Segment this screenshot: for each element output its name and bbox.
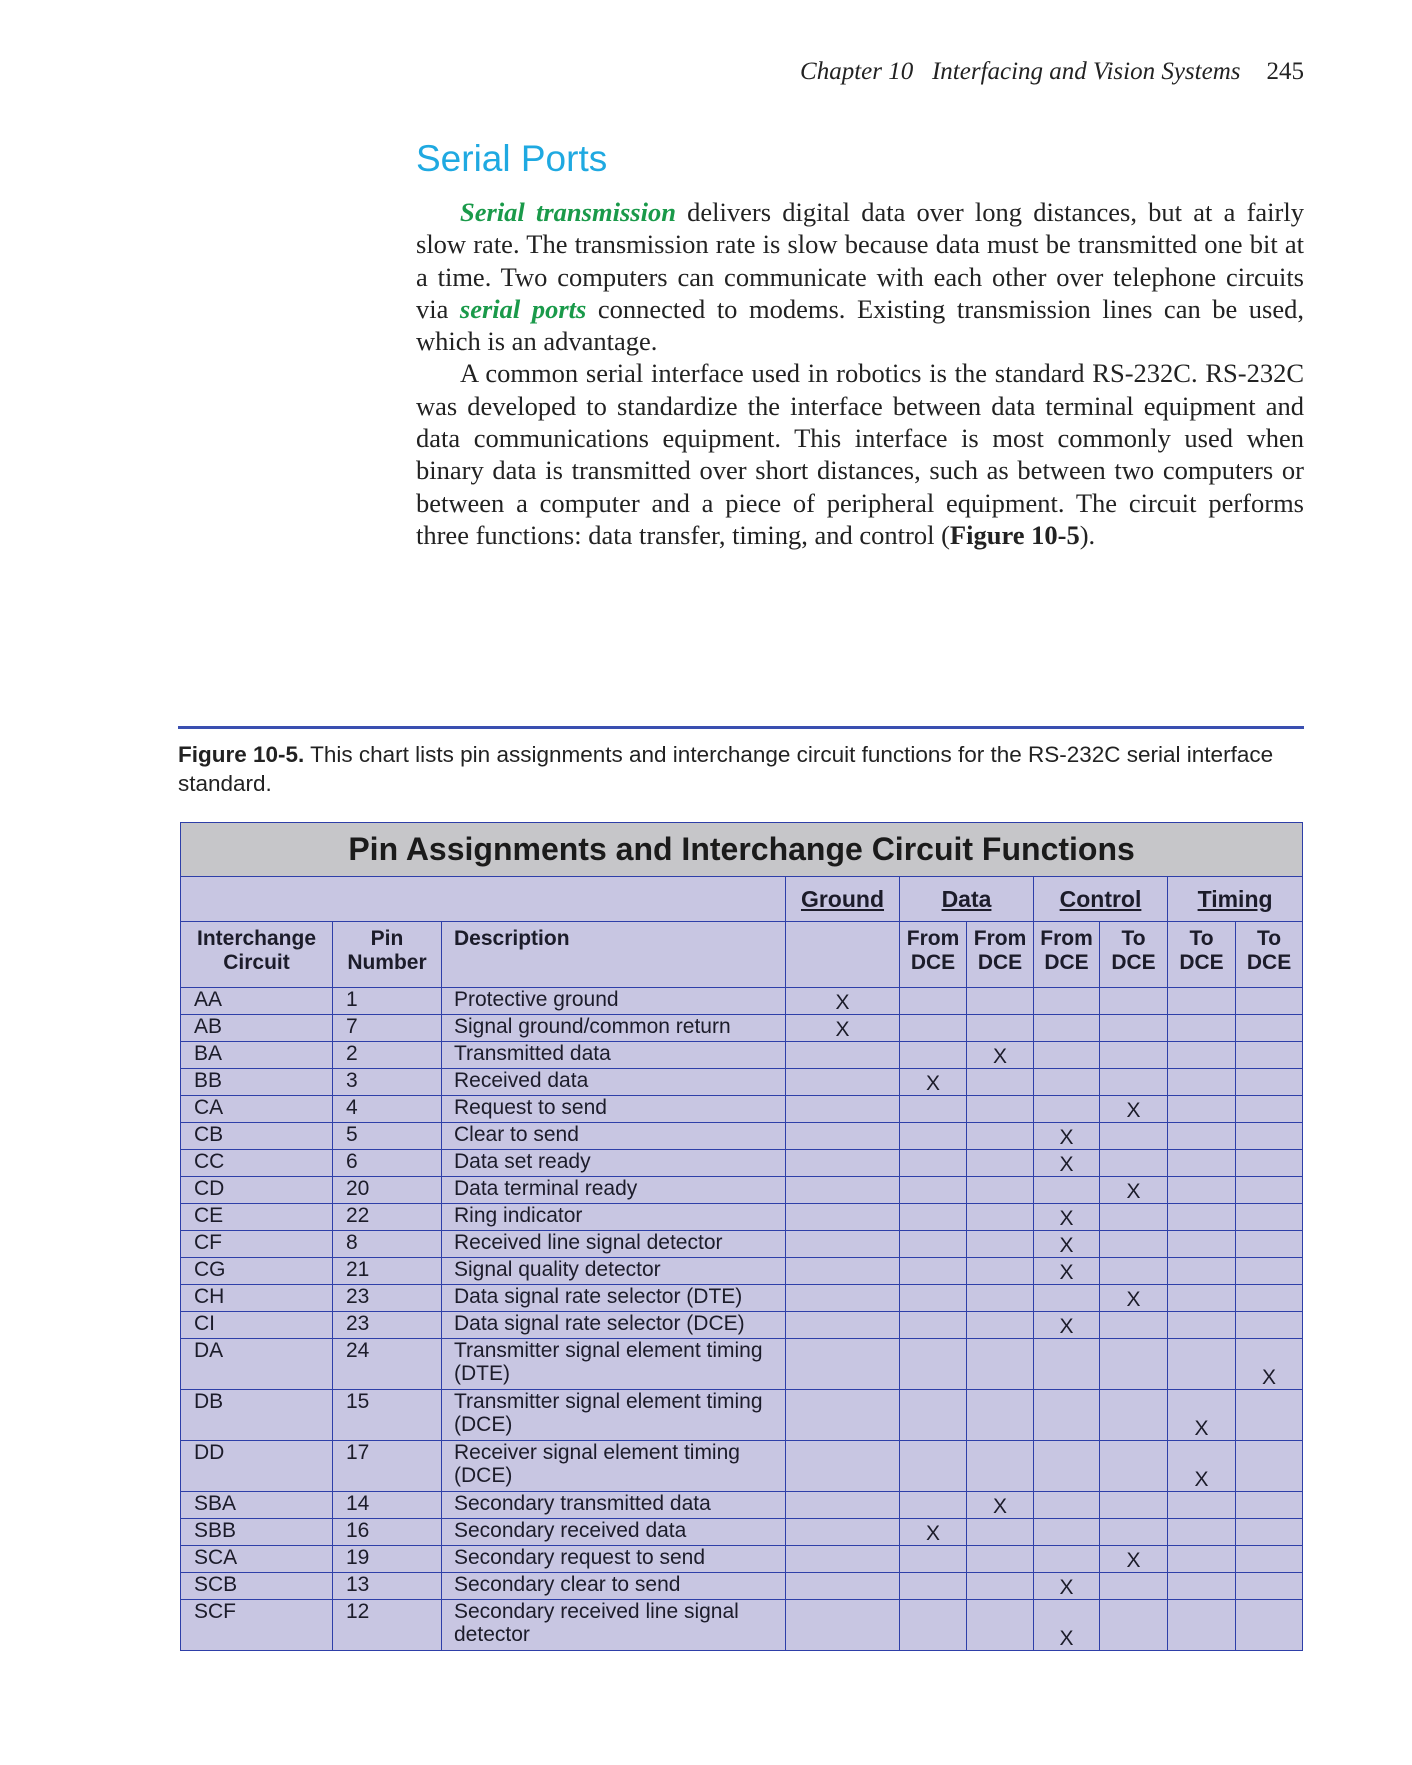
function-cell bbox=[900, 1492, 967, 1519]
pin-number: 16 bbox=[333, 1519, 442, 1546]
function-cell bbox=[967, 1546, 1034, 1573]
function-mark: X bbox=[900, 1519, 967, 1546]
circuit-code: BB bbox=[181, 1069, 333, 1096]
table-row bbox=[181, 988, 1303, 1015]
function-cell bbox=[1034, 1069, 1100, 1096]
pin-number: 7 bbox=[333, 1015, 442, 1042]
page-number: 245 bbox=[1266, 58, 1304, 85]
circuit-code: SCF bbox=[181, 1600, 333, 1651]
function-mark: X bbox=[1034, 1573, 1100, 1600]
function-cell bbox=[1236, 1042, 1303, 1069]
pin-number: 4 bbox=[333, 1096, 442, 1123]
function-cell bbox=[1100, 988, 1168, 1015]
paragraph-2 bbox=[416, 357, 1304, 551]
function-cell bbox=[1168, 1600, 1236, 1651]
function-cell bbox=[1236, 1492, 1303, 1519]
table-row bbox=[181, 1600, 1303, 1651]
function-mark: X bbox=[1034, 1123, 1100, 1150]
function-cell bbox=[967, 1258, 1034, 1285]
table-row bbox=[181, 1177, 1303, 1204]
table-row bbox=[181, 1150, 1303, 1177]
group-ground-label: Ground bbox=[800, 885, 885, 912]
function-cell bbox=[1034, 1096, 1100, 1123]
function-cell bbox=[1236, 1177, 1303, 1204]
function-cell bbox=[1168, 1204, 1236, 1231]
function-mark: X bbox=[1168, 1441, 1236, 1492]
function-cell bbox=[1100, 1600, 1168, 1651]
function-cell bbox=[786, 1519, 900, 1546]
function-cell bbox=[1168, 1339, 1236, 1390]
function-cell bbox=[900, 1546, 967, 1573]
header-col-6: To DCE bbox=[1236, 922, 1303, 988]
function-cell bbox=[1034, 1492, 1100, 1519]
group-timing-label: Timing bbox=[1197, 885, 1273, 912]
pin-number: 17 bbox=[333, 1441, 442, 1492]
table-row bbox=[181, 1441, 1303, 1492]
circuit-code: CA bbox=[181, 1096, 333, 1123]
function-cell bbox=[1168, 1177, 1236, 1204]
column-header-row bbox=[181, 922, 1303, 988]
table-row bbox=[181, 1123, 1303, 1150]
term-serial-ports: serial ports bbox=[459, 293, 587, 324]
function-cell bbox=[786, 1096, 900, 1123]
function-cell bbox=[786, 1177, 900, 1204]
pin-number: 15 bbox=[333, 1390, 442, 1441]
function-cell bbox=[786, 1150, 900, 1177]
function-mark: X bbox=[1034, 1150, 1100, 1177]
function-cell bbox=[1168, 1231, 1236, 1258]
function-cell bbox=[900, 1204, 967, 1231]
paragraph-1 bbox=[416, 196, 1304, 357]
paragraph-2-text-a: A common serial interface used in robotics is the standard RS-232C. RS-232C was developed to standardize the interface between data terminal equipment and data communications equipment. This interface is most commonly used when binary data is transmitted over short distances, such as between two computers or between a computer and a piece of peripheral equipment. The circuit performs three functions: data transfer, timing, and control ( bbox=[416, 358, 1304, 550]
function-cell bbox=[1100, 1231, 1168, 1258]
pin-number: 3 bbox=[333, 1069, 442, 1096]
function-cell bbox=[786, 1441, 900, 1492]
circuit-code: SCA bbox=[181, 1546, 333, 1573]
function-mark: X bbox=[1034, 1258, 1100, 1285]
header-ground bbox=[786, 922, 900, 988]
function-mark: X bbox=[1100, 1096, 1168, 1123]
function-cell bbox=[1168, 1573, 1236, 1600]
circuit-description: Secondary received data bbox=[442, 1519, 786, 1546]
function-cell bbox=[786, 1069, 900, 1096]
function-cell bbox=[1034, 1546, 1100, 1573]
pin-number: 19 bbox=[333, 1546, 442, 1573]
pin-number: 23 bbox=[333, 1312, 442, 1339]
function-cell bbox=[786, 1123, 900, 1150]
circuit-description: Received data bbox=[442, 1069, 786, 1096]
circuit-code: CD bbox=[181, 1177, 333, 1204]
function-cell bbox=[967, 1312, 1034, 1339]
circuit-code: DA bbox=[181, 1339, 333, 1390]
function-cell bbox=[900, 1258, 967, 1285]
header-col-1: From DCE bbox=[900, 922, 967, 988]
function-cell bbox=[1236, 988, 1303, 1015]
function-cell bbox=[1034, 1177, 1100, 1204]
circuit-description: Secondary request to send bbox=[442, 1546, 786, 1573]
header-col-2: From DCE bbox=[967, 922, 1034, 988]
pin-number: 24 bbox=[333, 1339, 442, 1390]
function-cell bbox=[1236, 1546, 1303, 1573]
function-mark: X bbox=[1100, 1546, 1168, 1573]
table-row bbox=[181, 1204, 1303, 1231]
table-row bbox=[181, 1339, 1303, 1390]
table-row bbox=[181, 1069, 1303, 1096]
table-row bbox=[181, 1390, 1303, 1441]
function-cell bbox=[900, 1600, 967, 1651]
table-body bbox=[181, 988, 1303, 1651]
pin-number: 20 bbox=[333, 1177, 442, 1204]
function-cell bbox=[900, 1042, 967, 1069]
function-cell bbox=[1168, 1042, 1236, 1069]
circuit-description: Received line signal detector bbox=[442, 1231, 786, 1258]
circuit-code: CF bbox=[181, 1231, 333, 1258]
circuit-description: Protective ground bbox=[442, 988, 786, 1015]
paragraph-1-text-b: connected to modems. Existing transmission lines can be used, which is an advantage. bbox=[416, 293, 1305, 357]
function-cell bbox=[900, 1231, 967, 1258]
pin-number: 5 bbox=[333, 1123, 442, 1150]
caption-text: This chart lists pin assignments and interchange circuit functions for the RS-232C serial interface standard. bbox=[178, 742, 1274, 796]
function-cell bbox=[1236, 1600, 1303, 1651]
function-cell bbox=[967, 988, 1034, 1015]
function-cell bbox=[967, 1285, 1034, 1312]
running-head bbox=[800, 58, 1304, 86]
circuit-description: Data signal rate selector (DCE) bbox=[442, 1312, 786, 1339]
function-cell bbox=[1100, 1204, 1168, 1231]
circuit-description: Data terminal ready bbox=[442, 1177, 786, 1204]
group-spacer bbox=[181, 877, 786, 922]
chapter-title: Interfacing and Vision Systems bbox=[931, 58, 1241, 85]
table-row bbox=[181, 1258, 1303, 1285]
header-circuit: Interchange Circuit bbox=[181, 922, 333, 988]
function-cell bbox=[900, 1015, 967, 1042]
pin-number: 23 bbox=[333, 1285, 442, 1312]
function-cell bbox=[1034, 1285, 1100, 1312]
function-cell bbox=[1236, 1123, 1303, 1150]
table-row bbox=[181, 1015, 1303, 1042]
function-cell bbox=[786, 1042, 900, 1069]
function-cell bbox=[1168, 1015, 1236, 1042]
circuit-code: DB bbox=[181, 1390, 333, 1441]
function-cell bbox=[1100, 1519, 1168, 1546]
function-cell bbox=[900, 988, 967, 1015]
circuit-code: SBA bbox=[181, 1492, 333, 1519]
circuit-description: Secondary transmitted data bbox=[442, 1492, 786, 1519]
function-cell bbox=[967, 1339, 1034, 1390]
circuit-code: AB bbox=[181, 1015, 333, 1042]
circuit-code: CG bbox=[181, 1258, 333, 1285]
function-cell bbox=[1236, 1390, 1303, 1441]
function-cell bbox=[1034, 1390, 1100, 1441]
function-mark: X bbox=[900, 1069, 967, 1096]
function-cell bbox=[1236, 1441, 1303, 1492]
table-row bbox=[181, 1492, 1303, 1519]
term-serial-transmission: Serial transmission bbox=[460, 197, 676, 227]
pin-number: 6 bbox=[333, 1150, 442, 1177]
table-row bbox=[181, 1231, 1303, 1258]
pin-number: 22 bbox=[333, 1204, 442, 1231]
function-cell bbox=[900, 1573, 967, 1600]
pin-assignment-table bbox=[180, 822, 1303, 1651]
circuit-description: Transmitter signal element timing (DCE) bbox=[442, 1390, 786, 1441]
function-cell bbox=[1236, 1096, 1303, 1123]
function-cell bbox=[1236, 1231, 1303, 1258]
pin-number: 12 bbox=[333, 1600, 442, 1651]
function-cell bbox=[967, 1123, 1034, 1150]
function-cell bbox=[1236, 1312, 1303, 1339]
function-cell bbox=[967, 1150, 1034, 1177]
function-cell bbox=[1168, 1123, 1236, 1150]
function-cell bbox=[900, 1339, 967, 1390]
group-control-label: Control bbox=[1059, 885, 1142, 912]
function-cell bbox=[967, 1231, 1034, 1258]
function-cell bbox=[1236, 1015, 1303, 1042]
pin-number: 1 bbox=[333, 988, 442, 1015]
figure-label: Figure 10-5. bbox=[178, 742, 305, 767]
function-cell bbox=[967, 1204, 1034, 1231]
function-cell bbox=[967, 1573, 1034, 1600]
pin-number: 2 bbox=[333, 1042, 442, 1069]
function-cell bbox=[1236, 1285, 1303, 1312]
function-mark: X bbox=[786, 988, 900, 1015]
function-cell bbox=[900, 1285, 967, 1312]
function-cell bbox=[1236, 1258, 1303, 1285]
circuit-code: CC bbox=[181, 1150, 333, 1177]
function-cell bbox=[1236, 1204, 1303, 1231]
circuit-code: AA bbox=[181, 988, 333, 1015]
function-cell bbox=[786, 1492, 900, 1519]
function-cell bbox=[786, 1258, 900, 1285]
function-cell bbox=[967, 1177, 1034, 1204]
function-mark: X bbox=[1168, 1390, 1236, 1441]
circuit-code: SBB bbox=[181, 1519, 333, 1546]
table-title: Pin Assignments and Interchange Circuit Functions bbox=[181, 823, 1303, 877]
function-cell bbox=[1100, 1312, 1168, 1339]
function-cell bbox=[1100, 1015, 1168, 1042]
pin-number: 13 bbox=[333, 1573, 442, 1600]
function-cell bbox=[900, 1150, 967, 1177]
function-mark: X bbox=[1034, 1231, 1100, 1258]
circuit-description: Clear to send bbox=[442, 1123, 786, 1150]
function-cell bbox=[900, 1123, 967, 1150]
paragraph-2-text-b: ). bbox=[1079, 519, 1096, 550]
circuit-description: Data signal rate selector (DTE) bbox=[442, 1285, 786, 1312]
function-cell bbox=[900, 1096, 967, 1123]
function-cell bbox=[786, 1339, 900, 1390]
function-mark: X bbox=[967, 1042, 1034, 1069]
function-cell bbox=[1034, 1042, 1100, 1069]
table-row bbox=[181, 1546, 1303, 1573]
function-cell bbox=[1236, 1150, 1303, 1177]
function-cell bbox=[1168, 1150, 1236, 1177]
group-ground bbox=[786, 877, 900, 922]
function-cell bbox=[786, 1546, 900, 1573]
function-cell bbox=[1168, 1546, 1236, 1573]
circuit-description: Secondary clear to send bbox=[442, 1573, 786, 1600]
function-cell bbox=[967, 1069, 1034, 1096]
group-header-row bbox=[181, 877, 1303, 922]
function-cell bbox=[1100, 1573, 1168, 1600]
table-row bbox=[181, 1573, 1303, 1600]
function-cell bbox=[1100, 1390, 1168, 1441]
function-cell bbox=[1034, 1339, 1100, 1390]
function-cell bbox=[1168, 1096, 1236, 1123]
function-mark: X bbox=[1034, 1312, 1100, 1339]
function-cell bbox=[1100, 1492, 1168, 1519]
header-col-5: To DCE bbox=[1168, 922, 1236, 988]
header-description: Description bbox=[442, 922, 786, 988]
function-mark: X bbox=[1100, 1177, 1168, 1204]
function-cell bbox=[1100, 1150, 1168, 1177]
function-cell bbox=[1100, 1258, 1168, 1285]
function-cell bbox=[967, 1015, 1034, 1042]
section-title: Serial Ports bbox=[416, 138, 608, 179]
function-mark: X bbox=[967, 1492, 1034, 1519]
group-control bbox=[1034, 877, 1168, 922]
function-cell bbox=[1168, 1258, 1236, 1285]
circuit-description: Data set ready bbox=[442, 1150, 786, 1177]
function-cell bbox=[1100, 1339, 1168, 1390]
figure-divider bbox=[178, 726, 1304, 729]
function-cell bbox=[1236, 1069, 1303, 1096]
circuit-description: Transmitted data bbox=[442, 1042, 786, 1069]
function-cell bbox=[786, 1573, 900, 1600]
function-cell bbox=[1034, 988, 1100, 1015]
function-cell bbox=[786, 1390, 900, 1441]
header-pin: Pin Number bbox=[333, 922, 442, 988]
circuit-description: Signal ground/common return bbox=[442, 1015, 786, 1042]
group-data bbox=[900, 877, 1034, 922]
function-cell bbox=[900, 1312, 967, 1339]
function-cell bbox=[967, 1441, 1034, 1492]
function-cell bbox=[1034, 1015, 1100, 1042]
function-mark: X bbox=[1034, 1600, 1100, 1651]
circuit-code: CI bbox=[181, 1312, 333, 1339]
function-cell bbox=[1100, 1123, 1168, 1150]
function-cell bbox=[900, 1441, 967, 1492]
function-cell bbox=[967, 1519, 1034, 1546]
function-cell bbox=[1034, 1441, 1100, 1492]
function-cell bbox=[786, 1312, 900, 1339]
circuit-description: Signal quality detector bbox=[442, 1258, 786, 1285]
pin-number: 8 bbox=[333, 1231, 442, 1258]
group-timing bbox=[1168, 877, 1303, 922]
circuit-description: Receiver signal element timing (DCE) bbox=[442, 1441, 786, 1492]
function-cell bbox=[1100, 1441, 1168, 1492]
function-cell bbox=[1236, 1573, 1303, 1600]
function-cell bbox=[786, 1285, 900, 1312]
function-cell bbox=[1168, 1069, 1236, 1096]
function-cell bbox=[967, 1390, 1034, 1441]
function-cell bbox=[1100, 1042, 1168, 1069]
function-cell bbox=[1100, 1069, 1168, 1096]
function-cell bbox=[1168, 1492, 1236, 1519]
chapter-number: Chapter 10 bbox=[800, 58, 914, 85]
table-row bbox=[181, 1312, 1303, 1339]
figure-reference: Figure 10-5 bbox=[949, 519, 1080, 550]
circuit-code: DD bbox=[181, 1441, 333, 1492]
circuit-code: CH bbox=[181, 1285, 333, 1312]
pin-number: 14 bbox=[333, 1492, 442, 1519]
function-cell bbox=[786, 1204, 900, 1231]
header-col-3: From DCE bbox=[1034, 922, 1100, 988]
function-cell bbox=[1034, 1519, 1100, 1546]
group-data-label: Data bbox=[941, 885, 992, 912]
function-cell bbox=[967, 1096, 1034, 1123]
pin-number: 21 bbox=[333, 1258, 442, 1285]
function-cell bbox=[1168, 988, 1236, 1015]
function-cell bbox=[900, 1390, 967, 1441]
table-row bbox=[181, 1519, 1303, 1546]
function-cell bbox=[1168, 1312, 1236, 1339]
function-mark: X bbox=[786, 1015, 900, 1042]
function-mark: X bbox=[1236, 1339, 1303, 1390]
table-row bbox=[181, 1285, 1303, 1312]
table-row bbox=[181, 1042, 1303, 1069]
figure-caption bbox=[178, 740, 1304, 798]
circuit-code: CE bbox=[181, 1204, 333, 1231]
function-cell bbox=[1168, 1285, 1236, 1312]
paragraph-1-text-a: delivers digital data over long distances, but at a fairly slow rate. The transmission rate is slow because data must be transmitted one bit at a time. Two computers can communicate with each other over telephone circuits via bbox=[416, 197, 1304, 324]
circuit-description: Ring indicator bbox=[442, 1204, 786, 1231]
circuit-code: BA bbox=[181, 1042, 333, 1069]
function-cell bbox=[1236, 1519, 1303, 1546]
circuit-description: Secondary received line signal detector bbox=[442, 1600, 786, 1651]
circuit-code: CB bbox=[181, 1123, 333, 1150]
function-cell bbox=[786, 1600, 900, 1651]
body-text bbox=[416, 196, 1304, 551]
function-mark: X bbox=[1034, 1204, 1100, 1231]
function-cell bbox=[967, 1600, 1034, 1651]
table-row bbox=[181, 1096, 1303, 1123]
circuit-code: SCB bbox=[181, 1573, 333, 1600]
function-cell bbox=[786, 1231, 900, 1258]
function-cell bbox=[900, 1177, 967, 1204]
circuit-description: Request to send bbox=[442, 1096, 786, 1123]
header-col-4: To DCE bbox=[1100, 922, 1168, 988]
function-mark: X bbox=[1100, 1285, 1168, 1312]
circuit-description: Transmitter signal element timing (DTE) bbox=[442, 1339, 786, 1390]
function-cell bbox=[1168, 1519, 1236, 1546]
